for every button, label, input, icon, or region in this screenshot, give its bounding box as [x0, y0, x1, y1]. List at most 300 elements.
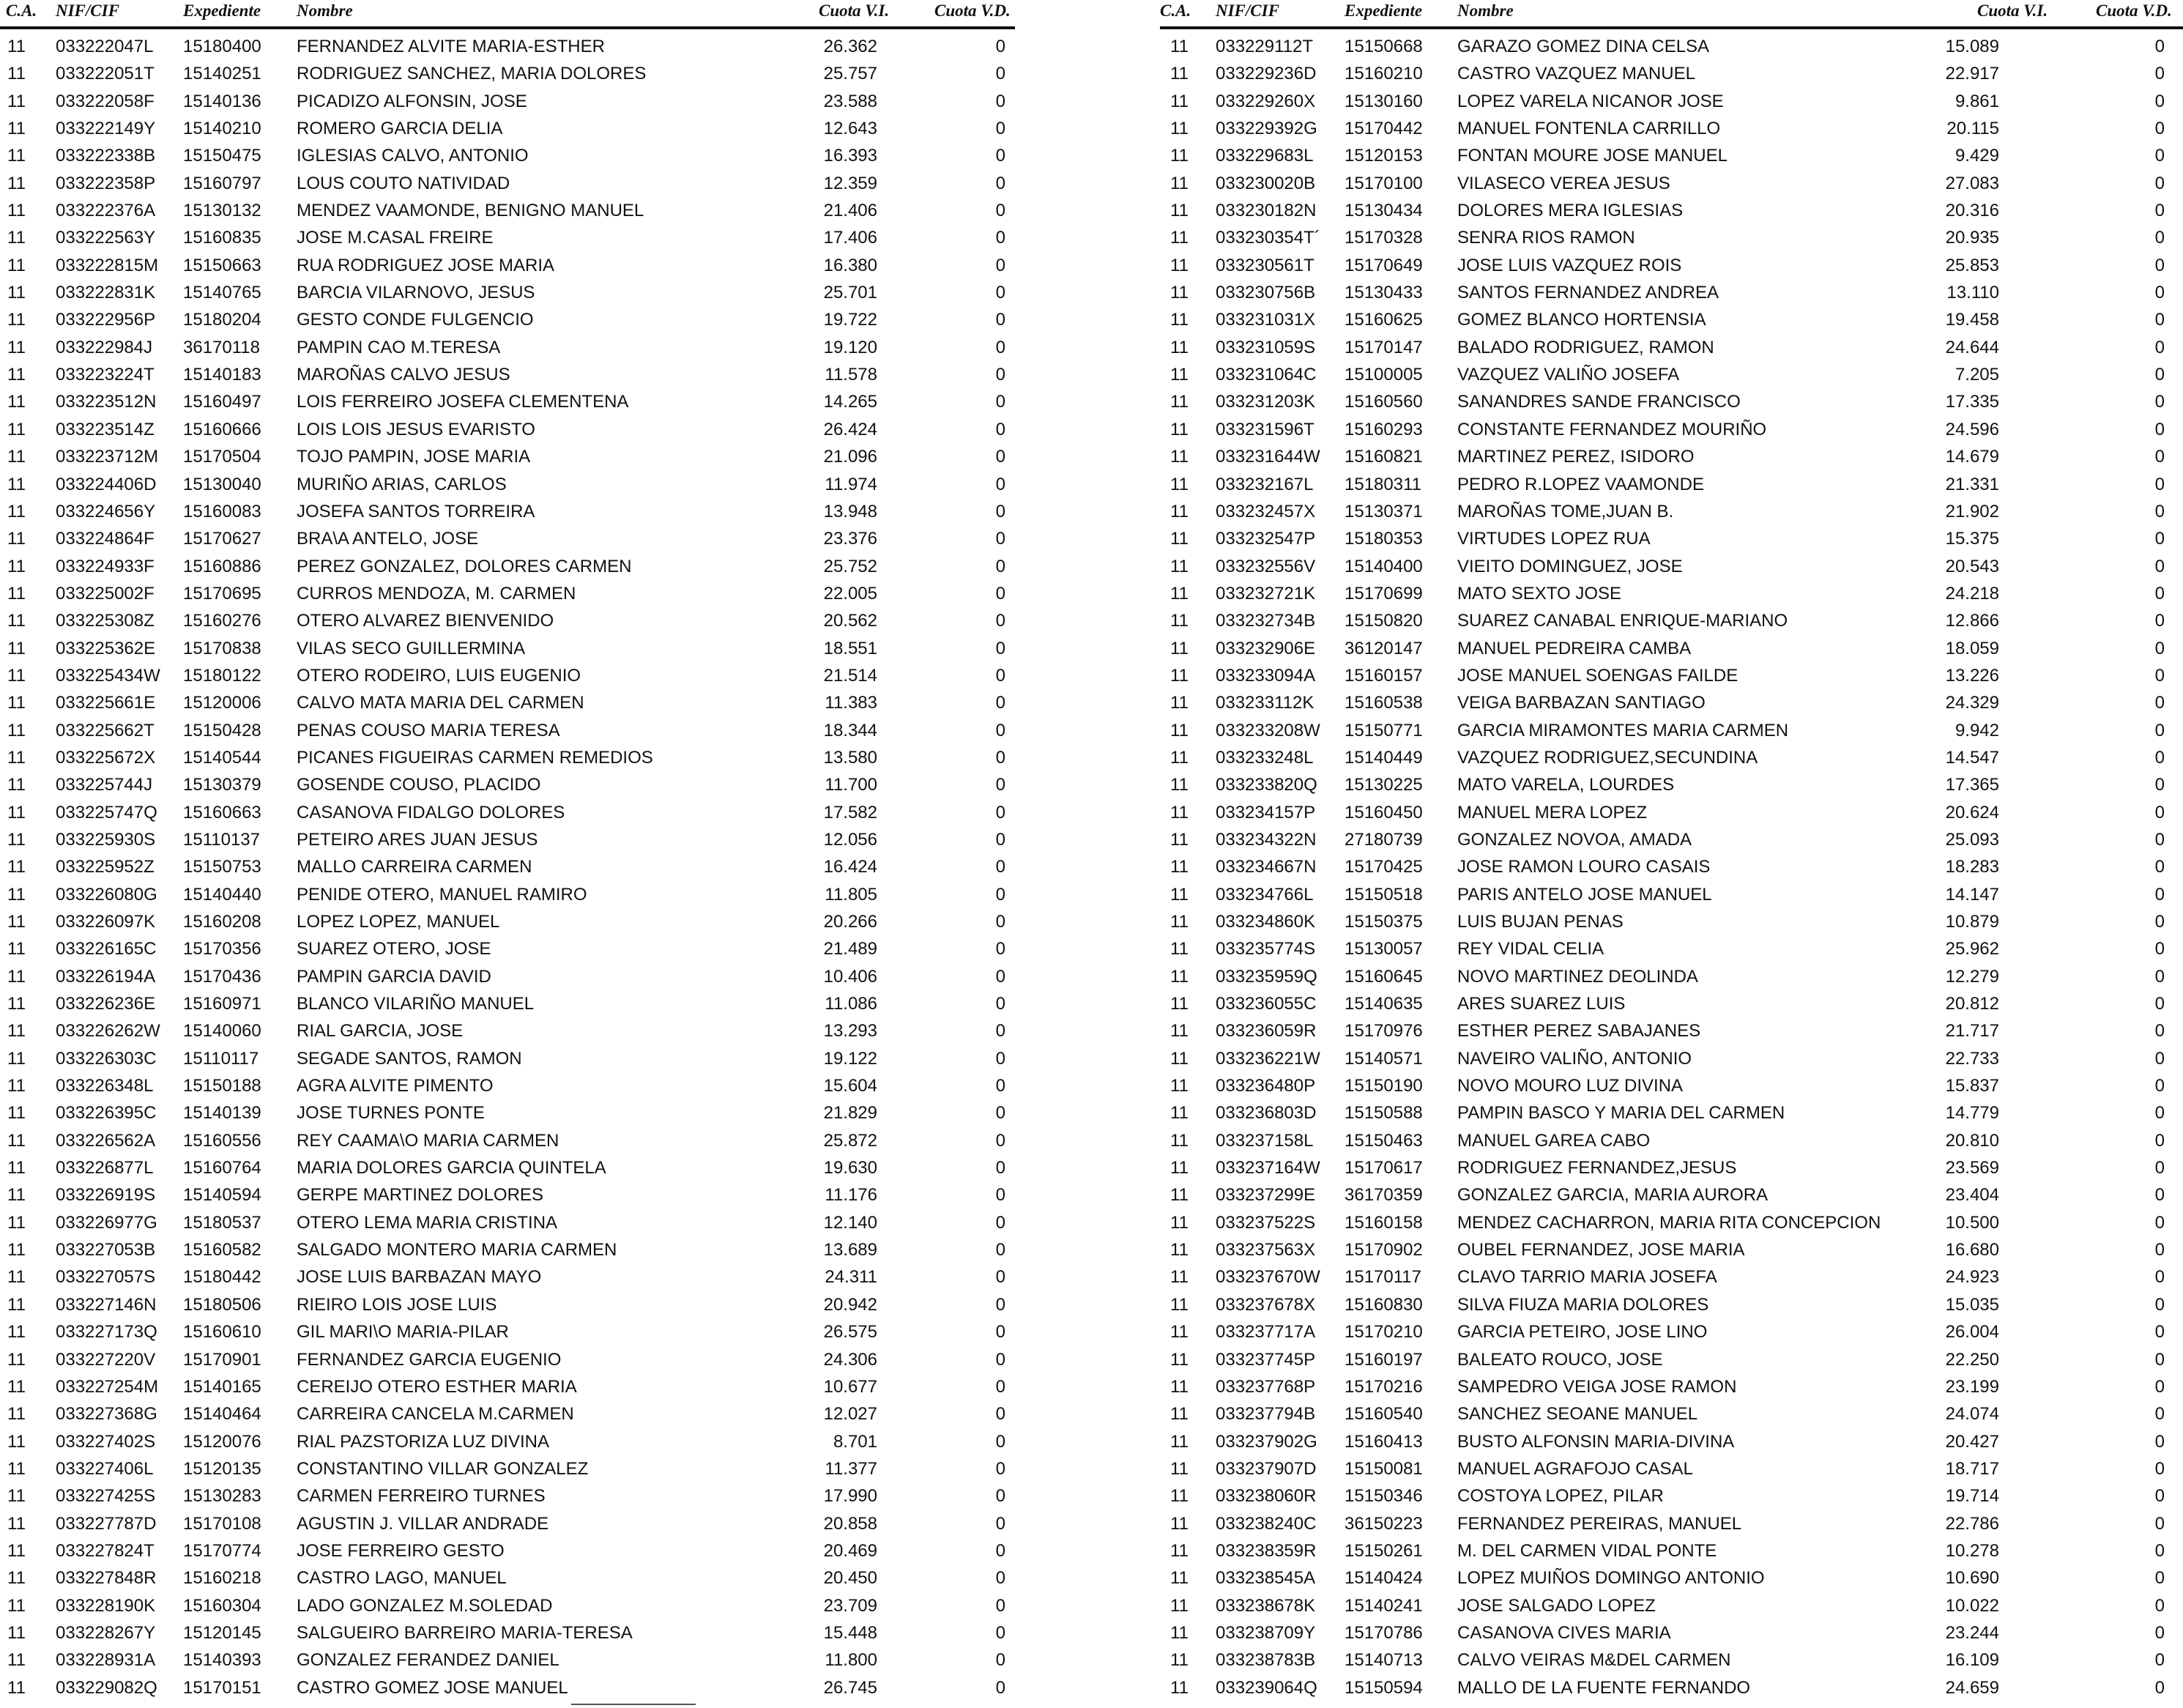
- cell-cuota-vd: 0: [995, 37, 1005, 56]
- cell-nif: 033227787D: [56, 1513, 157, 1534]
- cell-cuota-vi: 20.266: [823, 912, 877, 932]
- cell-cuota-vi: 23.199: [1945, 1376, 1999, 1397]
- cell-cuota-vd: 0: [2154, 1650, 2165, 1671]
- cell-cuota-vd: 0: [2154, 1240, 2165, 1260]
- cell-ca: 11: [1170, 829, 1189, 850]
- cell-ca: 11: [1170, 146, 1189, 166]
- cell-expediente: 15170617: [1345, 1158, 1423, 1178]
- header-expediente: Expediente: [1345, 1, 1423, 20]
- cell-cuota-vd: 0: [995, 1267, 1005, 1288]
- cell-nombre: PICADIZO ALFONSIN, JOSE: [297, 91, 527, 111]
- cell-nif: 033237907D: [1216, 1458, 1317, 1479]
- cell-expediente: 15120145: [183, 1622, 261, 1643]
- cell-ca: 11: [7, 419, 26, 439]
- cell-nombre: PICANES FIGUEIRAS CARMEN REMEDIOS: [297, 747, 653, 768]
- cell-cuota-vi: 19.630: [823, 1158, 877, 1178]
- cell-nif: 033222051T: [56, 64, 155, 84]
- cell-cuota-vd: 0: [2154, 665, 2165, 686]
- table-row: [0, 1675, 1015, 1702]
- cell-nif: 033228267Y: [56, 1622, 156, 1643]
- cell-nif: 033222376A: [56, 201, 156, 221]
- cell-expediente: 15160971: [183, 994, 261, 1014]
- cell-nombre: REY CAAMA\O MARIA CARMEN: [297, 1130, 559, 1151]
- cell-expediente: 36120147: [1345, 638, 1423, 658]
- cell-cuota-vi: 12.866: [1945, 611, 1999, 631]
- cell-cuota-vd: 0: [2154, 884, 2165, 905]
- table-row: [0, 1593, 1015, 1620]
- cell-nif: 033227824T: [56, 1540, 155, 1561]
- cell-expediente: 15180537: [183, 1212, 261, 1233]
- cell-nombre: BALADO RODRIGUEZ, RAMON: [1457, 337, 1714, 357]
- left-table-body: [0, 34, 1015, 1702]
- cell-ca: 11: [1170, 912, 1189, 932]
- cell-expediente: 15160450: [1345, 802, 1423, 823]
- cell-nombre: JOSE FERREIRO GESTO: [297, 1540, 505, 1561]
- cell-nombre: JOSE LUIS VAZQUEZ ROIS: [1457, 255, 1682, 275]
- cell-ca: 11: [7, 1130, 26, 1151]
- cell-ca: 11: [7, 857, 26, 877]
- cell-nif: 033239064Q: [1216, 1677, 1317, 1698]
- cell-ca: 11: [7, 283, 26, 303]
- cell-nif: 033237768P: [1216, 1376, 1316, 1397]
- cell-nif: 033227146N: [56, 1294, 157, 1315]
- cell-ca: 11: [7, 337, 26, 357]
- cell-cuota-vd: 0: [995, 583, 1005, 604]
- cell-cuota-vi: 11.974: [825, 474, 877, 494]
- cell-nombre: PARIS ANTELO JOSE MANUEL: [1457, 884, 1712, 905]
- cell-cuota-vi: 25.757: [823, 64, 877, 84]
- table-row: [0, 964, 1015, 991]
- table-row: [1160, 636, 2183, 663]
- table-row: [1160, 1292, 2183, 1319]
- cell-expediente: 15130160: [1345, 91, 1423, 111]
- cell-expediente: 15150475: [183, 146, 261, 166]
- header-cuota-vd: Cuota V.D.: [2096, 1, 2172, 20]
- table-row: [0, 526, 1015, 553]
- cell-cuota-vi: 11.805: [825, 884, 877, 905]
- cell-cuota-vi: 13.226: [1945, 665, 1999, 686]
- table-row: [0, 1046, 1015, 1073]
- cell-nif: 033231644W: [1216, 447, 1320, 467]
- cell-cuota-vi: 17.406: [823, 228, 877, 248]
- cell-expediente: 15180204: [183, 310, 261, 330]
- cell-nombre: BUSTO ALFONSIN MARIA-DIVINA: [1457, 1431, 1735, 1452]
- cell-cuota-vi: 21.717: [1945, 1021, 1999, 1041]
- cell-expediente: 36170118: [183, 337, 260, 357]
- cell-cuota-vd: 0: [995, 173, 1005, 193]
- cell-cuota-vd: 0: [995, 857, 1005, 877]
- cell-nombre: MARIA DOLORES GARCIA QUINTELA: [297, 1158, 606, 1178]
- cell-expediente: 15180400: [183, 37, 261, 56]
- cell-nombre: SUAREZ CANABAL ENRIQUE-MARIANO: [1457, 611, 1788, 631]
- cell-nombre: LOPEZ LOPEZ, MANUEL: [297, 912, 500, 932]
- cell-nif: 033237678X: [1216, 1294, 1316, 1315]
- table-row: [1160, 1128, 2183, 1155]
- cell-expediente: 36150223: [1345, 1513, 1423, 1534]
- cell-nif: 033225002F: [56, 583, 155, 604]
- table-row: [0, 307, 1015, 334]
- cell-ca: 11: [1170, 1349, 1189, 1370]
- table-row: [1160, 444, 2183, 471]
- cell-ca: 11: [7, 1158, 26, 1178]
- cell-nombre: RODRIGUEZ FERNANDEZ,JESUS: [1457, 1158, 1737, 1178]
- cell-nif: 033231059S: [1216, 337, 1316, 357]
- cell-ca: 11: [1170, 1622, 1189, 1643]
- cell-nif: 033226262W: [56, 1021, 160, 1041]
- cell-nif: 033238783B: [1216, 1650, 1316, 1671]
- cell-nif: 033227402S: [56, 1431, 156, 1452]
- cell-ca: 11: [7, 912, 26, 932]
- table-row: [1160, 1182, 2183, 1209]
- cell-cuota-vd: 0: [995, 419, 1005, 439]
- table-row: [1160, 280, 2183, 307]
- cell-nombre: CLAVO TARRIO MARIA JOSEFA: [1457, 1267, 1717, 1288]
- table-row: [0, 171, 1015, 198]
- cell-expediente: 15170108: [183, 1513, 261, 1534]
- cell-nif: 033232906E: [1216, 638, 1316, 658]
- cell-nombre: MATO VARELA, LOURDES: [1457, 775, 1675, 795]
- cell-cuota-vd: 0: [2154, 1349, 2165, 1370]
- cell-nif: 033225661E: [56, 693, 156, 713]
- cell-nombre: SALGUEIRO BARREIRO MARIA-TERESA: [297, 1622, 633, 1643]
- cell-ca: 11: [7, 1240, 26, 1260]
- cell-cuota-vd: 0: [2154, 1158, 2165, 1178]
- cell-expediente: 15150375: [1345, 912, 1423, 932]
- cell-nombre: MAROÑAS CALVO JESUS: [297, 365, 510, 385]
- cell-ca: 11: [7, 447, 26, 467]
- cell-cuota-vi: 18.717: [1945, 1458, 1999, 1479]
- cell-cuota-vd: 0: [995, 337, 1005, 357]
- cell-nombre: RIEIRO LOIS JOSE LUIS: [297, 1294, 497, 1315]
- cell-expediente: 15160497: [183, 392, 261, 412]
- cell-nombre: CASANOVA CIVES MARIA: [1457, 1622, 1671, 1643]
- cell-cuota-vi: 24.644: [1945, 337, 1999, 357]
- cell-ca: 11: [7, 1048, 26, 1069]
- table-row: [0, 1538, 1015, 1565]
- cell-cuota-vi: 14.547: [1945, 747, 1999, 768]
- cell-nif: 033230020B: [1216, 173, 1316, 193]
- cell-nombre: MENDEZ VAAMONDE, BENIGNO MANUEL: [297, 201, 644, 221]
- cell-cuota-vd: 0: [995, 1322, 1005, 1343]
- cell-nif: 033223514Z: [56, 419, 155, 439]
- cell-nombre: MALLO DE LA FUENTE FERNANDO: [1457, 1677, 1751, 1698]
- cell-cuota-vd: 0: [2154, 1540, 2165, 1561]
- cell-expediente: 15150428: [183, 720, 261, 740]
- cell-ca: 11: [7, 665, 26, 686]
- cell-cuota-vd: 0: [2154, 1103, 2165, 1124]
- table-row: [1160, 362, 2183, 389]
- cell-ca: 11: [1170, 1076, 1189, 1096]
- cell-ca: 11: [7, 1294, 26, 1315]
- cell-cuota-vi: 7.205: [1955, 365, 1999, 385]
- cell-ca: 11: [1170, 857, 1189, 877]
- cell-nombre: LADO GONZALEZ M.SOLEDAD: [297, 1595, 553, 1616]
- cell-cuota-vi: 15.837: [1945, 1076, 1999, 1096]
- cell-expediente: 15140241: [1345, 1595, 1423, 1616]
- cell-ca: 11: [1170, 1458, 1189, 1479]
- cell-nif: 033236221W: [1216, 1048, 1320, 1069]
- cell-nombre: FONTAN MOURE JOSE MANUEL: [1457, 146, 1728, 166]
- cell-cuota-vd: 0: [2154, 310, 2165, 330]
- cell-expediente: 15150668: [1345, 37, 1423, 56]
- cell-ca: 11: [1170, 1677, 1189, 1698]
- table-row: [1160, 1538, 2183, 1565]
- table-row: [0, 1511, 1015, 1538]
- header-ca: C.A.: [6, 1, 37, 20]
- cell-cuota-vd: 0: [2154, 857, 2165, 877]
- cell-nombre: PENAS COUSO MARIA TERESA: [297, 720, 560, 740]
- cell-ca: 11: [7, 1513, 26, 1534]
- table-row: [1160, 198, 2183, 225]
- cell-cuota-vd: 0: [995, 283, 1005, 303]
- cell-nombre: CASTRO VAZQUEZ MANUEL: [1457, 64, 1695, 84]
- cell-nif: 033238709Y: [1216, 1622, 1316, 1643]
- table-row: [1160, 253, 2183, 280]
- cell-nombre: MAROÑAS TOME,JUAN B.: [1457, 501, 1674, 521]
- cell-nif: 033225930S: [56, 829, 156, 850]
- cell-nif: 033238240C: [1216, 1513, 1317, 1534]
- cell-nif: 033230182N: [1216, 201, 1317, 221]
- cell-cuota-vd: 0: [995, 1048, 1005, 1069]
- cell-nombre: MANUEL GAREA CABO: [1457, 1130, 1651, 1151]
- cell-cuota-vd: 0: [2154, 37, 2165, 56]
- cell-cuota-vi: 22.005: [823, 583, 877, 604]
- cell-expediente: 15160625: [1345, 310, 1423, 330]
- cell-cuota-vi: 13.110: [1946, 283, 1999, 303]
- cell-cuota-vi: 15.448: [823, 1622, 877, 1643]
- header-cuota-vi: Cuota V.I.: [819, 1, 890, 20]
- cell-expediente: 15170976: [1345, 1021, 1423, 1041]
- cell-nombre: NAVEIRO VALIÑO, ANTONIO: [1457, 1048, 1692, 1069]
- cell-cuota-vi: 25.962: [1945, 939, 1999, 959]
- cell-ca: 11: [7, 1595, 26, 1616]
- cell-nombre: GARCIA PETEIRO, JOSE LINO: [1457, 1322, 1708, 1343]
- cell-ca: 11: [7, 64, 26, 84]
- cell-nif: 033227057S: [56, 1267, 156, 1288]
- cell-expediente: 15160821: [1345, 447, 1423, 467]
- cell-expediente: 15160835: [183, 228, 261, 248]
- table-row: [1160, 909, 2183, 936]
- cell-cuota-vi: 24.306: [823, 1349, 877, 1370]
- cell-cuota-vi: 12.056: [823, 829, 877, 850]
- cell-nombre: IGLESIAS CALVO, ANTONIO: [297, 146, 529, 166]
- table-row: [1160, 1210, 2183, 1237]
- cell-ca: 11: [1170, 447, 1189, 467]
- table-row: [0, 909, 1015, 936]
- cell-nif: 033226194A: [56, 966, 156, 987]
- table-row: [1160, 772, 2183, 799]
- cell-expediente: 15170699: [1345, 583, 1423, 604]
- cell-nif: 033237299E: [1216, 1185, 1316, 1206]
- cell-ca: 11: [7, 201, 26, 221]
- table-row: [0, 389, 1015, 416]
- table-row: [0, 198, 1015, 225]
- cell-nif: 033231064C: [1216, 365, 1317, 385]
- cell-nif: 033225362E: [56, 638, 156, 658]
- cell-nombre: ROMERO GARCIA DELIA: [297, 119, 503, 139]
- cell-cuota-vi: 11.377: [825, 1458, 877, 1479]
- cell-nombre: NOVO MARTINEZ DEOLINDA: [1457, 966, 1698, 987]
- cell-ca: 11: [7, 1540, 26, 1561]
- cell-cuota-vi: 13.580: [823, 747, 877, 768]
- cell-nombre: LUIS BUJAN PENAS: [1457, 912, 1624, 932]
- cell-cuota-vi: 18.551: [823, 638, 877, 658]
- cell-nif: 033225952Z: [56, 857, 155, 877]
- cell-expediente: 15150594: [1345, 1677, 1423, 1698]
- table-row: [1160, 472, 2183, 499]
- cell-nif: 033226165C: [56, 939, 157, 959]
- cell-nombre: SANANDRES SANDE FRANCISCO: [1457, 392, 1741, 412]
- cell-expediente: 15170210: [1345, 1322, 1423, 1343]
- cell-nombre: MANUEL PEDREIRA CAMBA: [1457, 638, 1692, 658]
- table-row: [0, 882, 1015, 909]
- cell-cuota-vi: 27.083: [1945, 173, 1999, 193]
- table-row: [1160, 882, 2183, 909]
- cell-cuota-vd: 0: [995, 1431, 1005, 1452]
- cell-cuota-vd: 0: [995, 447, 1005, 467]
- cell-cuota-vi: 23.588: [823, 91, 877, 111]
- cell-cuota-vi: 15.035: [1945, 1294, 1999, 1315]
- cell-nif: 033227368G: [56, 1404, 157, 1425]
- cell-expediente: 15170902: [1345, 1240, 1423, 1260]
- cell-ca: 11: [1170, 1404, 1189, 1425]
- cell-ca: 11: [7, 1322, 26, 1343]
- cell-cuota-vi: 20.935: [1945, 228, 1999, 248]
- cell-expediente: 15160276: [183, 611, 261, 631]
- cell-cuota-vi: 9.429: [1955, 146, 1999, 166]
- cell-nombre: GERPE MARTINEZ DOLORES: [297, 1185, 543, 1206]
- cell-nombre: VEIGA BARBAZAN SANTIAGO: [1457, 693, 1706, 713]
- cell-nif: 033237717A: [1216, 1322, 1316, 1343]
- cell-cuota-vd: 0: [2154, 419, 2165, 439]
- table-row: [0, 718, 1015, 745]
- cell-ca: 11: [7, 1212, 26, 1233]
- cell-cuota-vi: 22.786: [1945, 1513, 1999, 1534]
- cell-expediente: 15130283: [183, 1486, 261, 1507]
- cell-ca: 11: [7, 720, 26, 740]
- cell-ca: 11: [1170, 1431, 1189, 1452]
- header-expediente: Expediente: [183, 1, 261, 20]
- cell-expediente: 15150463: [1345, 1130, 1423, 1151]
- cell-nombre: REY VIDAL CELIA: [1457, 939, 1604, 959]
- cell-nif: 033237158L: [1216, 1130, 1314, 1151]
- table-row: [1160, 1374, 2183, 1401]
- cell-ca: 11: [7, 1431, 26, 1452]
- cell-cuota-vd: 0: [2154, 1021, 2165, 1041]
- cell-expediente: 15160413: [1345, 1431, 1423, 1452]
- cell-ca: 11: [1170, 1048, 1189, 1069]
- cell-cuota-vi: 24.329: [1945, 693, 1999, 713]
- cell-cuota-vi: 14.679: [1945, 447, 1999, 467]
- cell-nombre: JOSE LUIS BARBAZAN MAYO: [297, 1267, 542, 1288]
- cell-expediente: 15160218: [183, 1568, 261, 1589]
- cell-ca: 11: [1170, 939, 1189, 959]
- cell-expediente: 15150190: [1345, 1076, 1423, 1096]
- cell-cuota-vd: 0: [995, 1404, 1005, 1425]
- cell-cuota-vd: 0: [995, 1158, 1005, 1178]
- table-row: [0, 1264, 1015, 1291]
- cell-nif: 033227406L: [56, 1458, 154, 1479]
- cell-ca: 11: [1170, 501, 1189, 521]
- cell-nif: 033224406D: [56, 474, 157, 494]
- cell-cuota-vd: 0: [2154, 693, 2165, 713]
- cell-cuota-vi: 21.489: [823, 939, 877, 959]
- cell-ca: 11: [1170, 1021, 1189, 1041]
- cell-nombre: COSTOYA LOPEZ, PILAR: [1457, 1486, 1664, 1507]
- cell-cuota-vi: 16.424: [823, 857, 877, 877]
- cell-nombre: RODRIGUEZ SANCHEZ, MARIA DOLORES: [297, 64, 647, 84]
- cell-nif: 033232167L: [1216, 474, 1314, 494]
- table-row: [0, 1018, 1015, 1045]
- cell-cuota-vi: 26.575: [823, 1322, 877, 1343]
- cell-nif: 033229683L: [1216, 146, 1314, 166]
- cell-cuota-vd: 0: [995, 310, 1005, 330]
- cell-cuota-vd: 0: [995, 1185, 1005, 1206]
- cell-cuota-vi: 15.375: [1945, 529, 1999, 549]
- cell-cuota-vd: 0: [995, 1622, 1005, 1643]
- cell-nif: 033224864F: [56, 529, 155, 549]
- cell-nombre: MANUEL AGRAFOJO CASAL: [1457, 1458, 1693, 1479]
- cell-nif: 033222358P: [56, 173, 156, 193]
- cell-cuota-vd: 0: [995, 966, 1005, 987]
- cell-nombre: OTERO ALVAREZ BIENVENIDO: [297, 611, 554, 631]
- cell-ca: 11: [1170, 1540, 1189, 1561]
- cell-cuota-vi: 24.218: [1945, 583, 1999, 604]
- cell-cuota-vd: 0: [995, 1677, 1005, 1698]
- cell-nif: 033237794B: [1216, 1404, 1316, 1425]
- cell-nif: 033227848R: [56, 1568, 157, 1589]
- cell-cuota-vi: 17.990: [823, 1486, 877, 1507]
- table-row: [0, 34, 1015, 61]
- cell-expediente: 15110137: [183, 829, 260, 850]
- cell-nombre: MANUEL FONTENLA CARRILLO: [1457, 119, 1721, 139]
- cell-cuota-vi: 21.406: [823, 201, 877, 221]
- cell-nombre: MENDEZ CACHARRON, MARIA RITA CONCEPCION: [1457, 1212, 1881, 1233]
- cell-ca: 11: [1170, 91, 1189, 111]
- cell-ca: 11: [1170, 474, 1189, 494]
- cell-cuota-vd: 0: [995, 1076, 1005, 1096]
- cell-ca: 11: [7, 1103, 26, 1124]
- cell-ca: 11: [1170, 1322, 1189, 1343]
- cell-cuota-vd: 0: [2154, 1322, 2165, 1343]
- cell-cuota-vi: 11.086: [825, 994, 877, 1014]
- table-row: [1160, 1100, 2183, 1127]
- cell-cuota-vi: 16.109: [1945, 1650, 1999, 1671]
- cell-cuota-vi: 24.596: [1945, 419, 1999, 439]
- cell-ca: 11: [7, 1076, 26, 1096]
- cell-expediente: 15130434: [1345, 201, 1423, 221]
- table-row: [0, 854, 1015, 881]
- cell-cuota-vi: 12.643: [823, 119, 877, 139]
- cell-cuota-vd: 0: [995, 1376, 1005, 1397]
- cell-expediente: 15140571: [1345, 1048, 1423, 1069]
- table-row: [1160, 1401, 2183, 1428]
- cell-cuota-vi: 20.810: [1945, 1130, 1999, 1151]
- cell-nif: 033230561T: [1216, 255, 1314, 275]
- cell-cuota-vd: 0: [2154, 583, 2165, 604]
- cell-cuota-vi: 24.923: [1945, 1267, 1999, 1288]
- cell-expediente: 36170359: [1345, 1185, 1423, 1206]
- cell-expediente: 15160663: [183, 802, 261, 823]
- cell-cuota-vd: 0: [2154, 1431, 2165, 1452]
- cell-cuota-vd: 0: [2154, 365, 2165, 385]
- cell-nif: 033238545A: [1216, 1568, 1316, 1589]
- cell-cuota-vd: 0: [995, 1540, 1005, 1561]
- cell-nif: 033222047L: [56, 37, 154, 56]
- header-nif: NIF/CIF: [56, 1, 119, 20]
- cell-cuota-vi: 20.450: [823, 1568, 877, 1589]
- cell-cuota-vd: 0: [995, 1349, 1005, 1370]
